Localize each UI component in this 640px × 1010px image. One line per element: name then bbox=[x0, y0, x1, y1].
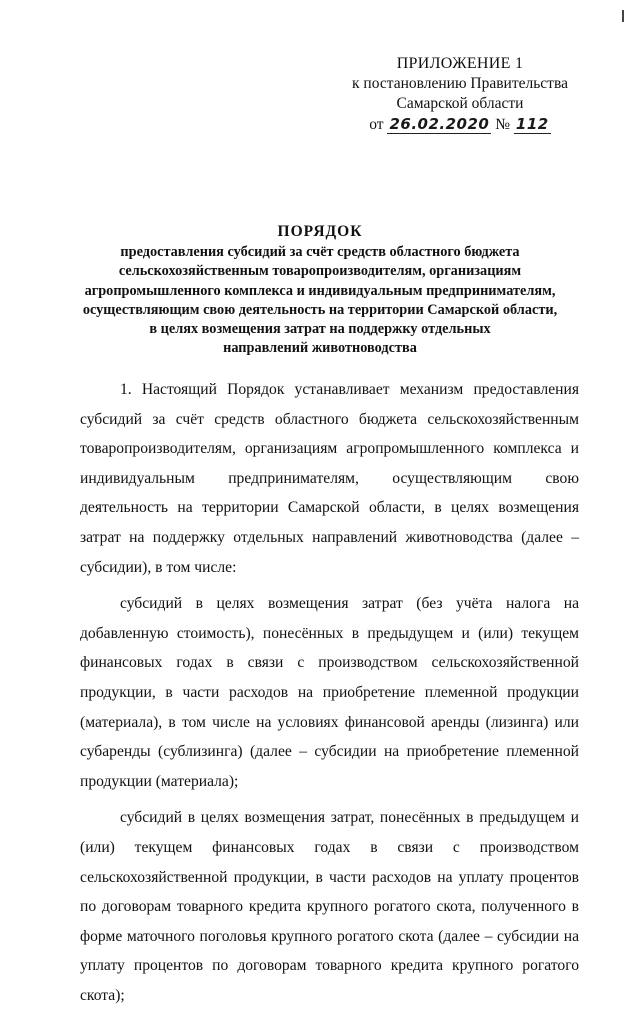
appendix-header bbox=[330, 54, 590, 135]
order-subtitle-line: в целях возмещения затрат на поддержку отдельных bbox=[149, 321, 491, 338]
order-heading bbox=[60, 222, 580, 358]
decree-date-line bbox=[369, 114, 550, 135]
date-prefix: от bbox=[369, 116, 384, 133]
document-body bbox=[80, 375, 579, 1010]
appendix-line-1: к постановлению Правительства bbox=[352, 75, 568, 92]
handwritten-date: 26.02.2020 bbox=[389, 115, 490, 133]
handwritten-number: 112 bbox=[515, 115, 549, 133]
appendix-title: ПРИЛОЖЕНИЕ 1 bbox=[396, 55, 524, 72]
paragraph: субсидий в целях возмещения затрат, понесённых в предыдущем и (или) текущем финансовых годах в связи с производством сельскохозяйственной продукции, в части расходов на уплату процентов по договорам товарного кредита крупного рогатого скота, полученного в форме маточного поголовья крупного рогатого скота (далее – субсидии на уплату процентов по договорам товарного кредита крупного рогатого скота); bbox=[80, 809, 579, 1004]
order-subtitle-line: сельскохозяйственным товаропроизводителям, организациям bbox=[118, 263, 522, 280]
order-subtitle-line: осуществляющим свою деятельность на территории Самарской области, bbox=[82, 301, 558, 318]
order-subtitle-line: агропромышленного комплекса и индивидуальным предпринимателям, bbox=[84, 282, 556, 299]
order-subtitle-line: предоставления субсидий за счёт средств областного бюджета bbox=[120, 244, 520, 261]
paragraph: 1. Настоящий Порядок устанавливает механизм предоставления субсидий за счёт средств областного бюджета сельскохозяйственным товаропроизводителям, организациям агропромышленного комплекса и индивидуальным предпринимателям, осуществляющим свою деятельность на территории Самарской области, в целях возмещения затрат на поддержку отдельных направлений животноводства (далее – субсидии), в том числе: bbox=[80, 381, 579, 576]
order-subtitle-line: направлений животноводства bbox=[223, 340, 417, 357]
paragraph: субсидий в целях возмещения затрат (без учёта налога на добавленную стоимость), понесённых в предыдущем и (или) текущем финансовых годах в связи с производством сельскохозяйственной продукции, в части расходов на приобретение племенной продукции (материала), в том числе на условиях финансовой аренды (лизинга) или субаренды (сублизинга) (далее – субсидии на приобретение племенной продукции (материала); bbox=[80, 595, 579, 790]
order-title: ПОРЯДОК bbox=[277, 223, 363, 240]
appendix-line-2: Самарской области bbox=[396, 95, 524, 112]
scan-mark bbox=[622, 10, 624, 22]
number-prefix: № bbox=[495, 116, 511, 133]
